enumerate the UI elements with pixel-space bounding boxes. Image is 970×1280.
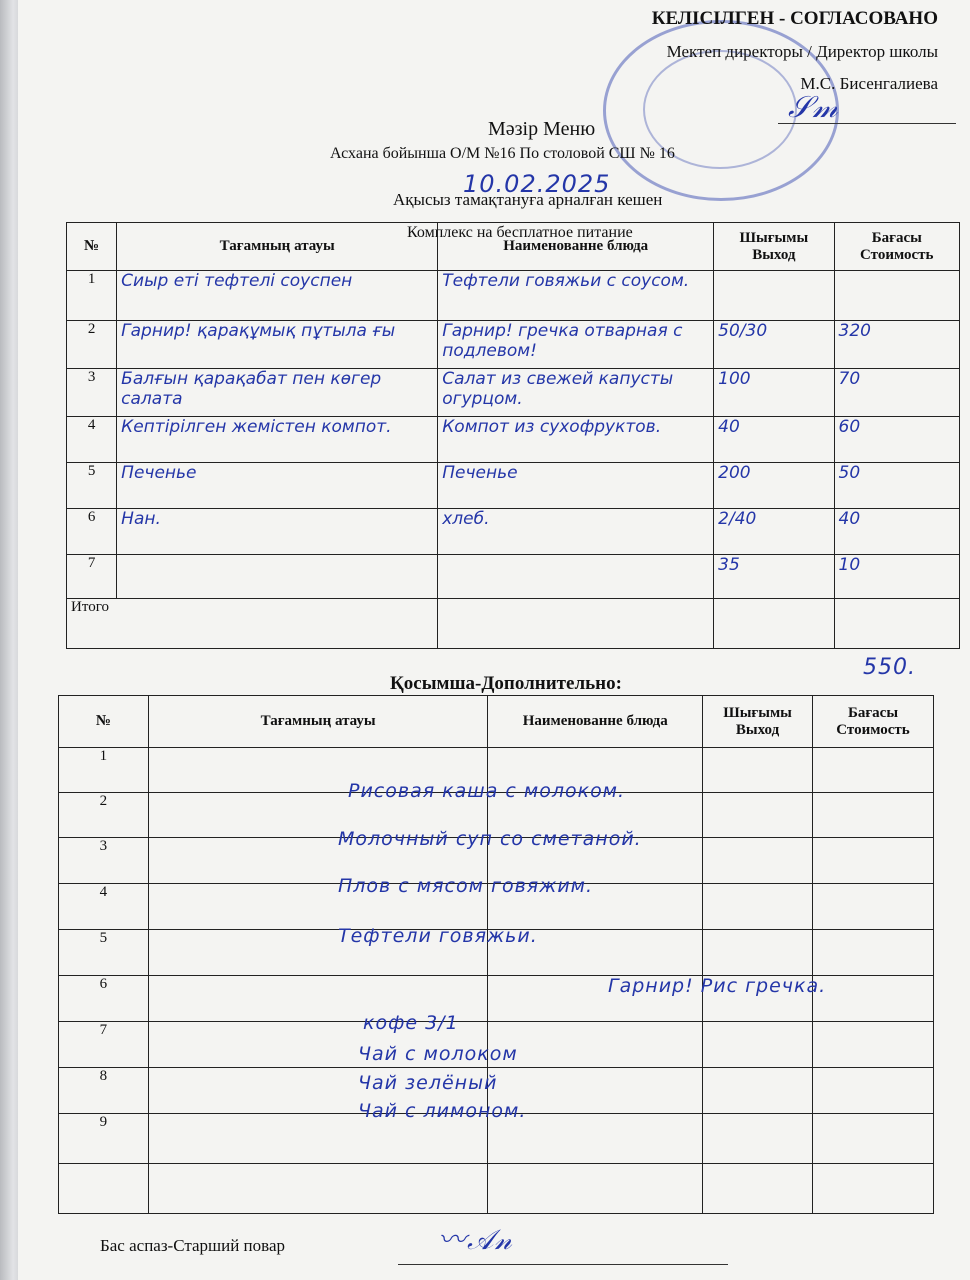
row-number: 3	[59, 838, 149, 884]
row-number: 2	[67, 321, 117, 369]
row-number: 9	[59, 1114, 149, 1164]
extra-item: Гарнир! Рис гречка.	[608, 975, 827, 997]
dish-price: 320	[834, 321, 959, 369]
table-header-row	[67, 223, 960, 271]
free-meal-title-ru: Комплекс на бесплатное питание	[407, 224, 633, 241]
total-empty	[438, 599, 714, 649]
extra-item: Чай зелёный	[358, 1072, 498, 1094]
row-number: 5	[59, 930, 149, 976]
dish-name-kk: Нан.	[117, 509, 438, 555]
total-value: 550.	[863, 655, 916, 680]
dish-output	[714, 271, 834, 321]
table-row	[67, 369, 960, 417]
dish-name-ru: Салат из свежей капусты огурцом.	[438, 369, 714, 417]
approval-name: М.С. Бисенгалиева	[800, 74, 938, 93]
dish-name-ru: Гарнир! гречка отварная с подлевом!	[438, 321, 714, 369]
header-number: №	[59, 696, 149, 748]
total-row	[67, 599, 960, 649]
free-meal-table	[66, 222, 960, 649]
dish-output: 40	[714, 417, 834, 463]
dish-output: 35	[714, 555, 834, 599]
row-number: 5	[67, 463, 117, 509]
menu-date: 10.02.2025	[463, 170, 611, 198]
dish-name-kk: Кептірілген жемістен компот.	[117, 417, 438, 463]
director-signature: 𝒮𝓂	[788, 90, 839, 125]
row-number: 6	[67, 509, 117, 555]
extras-table	[58, 695, 934, 1214]
header-output: Шығымы Выход	[714, 223, 834, 271]
dish-name-ru: Тефтели говяжьи с соусом.	[438, 271, 714, 321]
row-number: 6	[59, 976, 149, 1022]
header-output: Шығымы Выход	[703, 696, 813, 748]
header-name-ru: Наименованне блюда	[488, 696, 703, 748]
row-number: 8	[59, 1068, 149, 1114]
chef-signature: 〰𝒜𝓃	[438, 1223, 513, 1256]
dish-name-ru: Компот из сухофруктов.	[438, 417, 714, 463]
header-price: Бағасы Стоимость	[813, 696, 934, 748]
extras-title: Қосымша-Дополнительно:	[390, 673, 622, 694]
extra-item: Чай с лимоном.	[358, 1100, 527, 1122]
dish-name-ru	[438, 555, 714, 599]
dish-price: 70	[834, 369, 959, 417]
chef-signature-line	[398, 1264, 728, 1265]
table-row	[67, 417, 960, 463]
row-number: 4	[67, 417, 117, 463]
extras-header-row	[59, 696, 934, 748]
extra-item: Чай с молоком	[358, 1043, 518, 1065]
dish-output: 2/40	[714, 509, 834, 555]
dish-price	[834, 271, 959, 321]
chef-label: Бас аспаз-Старший повар	[100, 1236, 285, 1255]
dish-price: 10	[834, 555, 959, 599]
dish-price: 60	[834, 417, 959, 463]
row-number: 7	[59, 1022, 149, 1068]
dish-name-ru: Печенье	[438, 463, 714, 509]
row-number: 7	[67, 555, 117, 599]
row-number: 3	[67, 369, 117, 417]
dish-name-kk	[117, 555, 438, 599]
dish-output: 100	[714, 369, 834, 417]
dish-name-ru: хлеб.	[438, 509, 714, 555]
dish-price: 40	[834, 509, 959, 555]
header-price: Бағасы Стоимость	[834, 223, 959, 271]
dish-output: 200	[714, 463, 834, 509]
canteen-line: Асхана бойынша О/М №16 По столовой СШ № 16	[330, 145, 675, 162]
total-empty	[834, 599, 959, 649]
row-number: 1	[67, 271, 117, 321]
row-number: 2	[59, 793, 149, 838]
table-row	[67, 271, 960, 321]
total-empty	[714, 599, 834, 649]
table-row	[67, 463, 960, 509]
dish-name-kk: Балғын қарақабат пен көгер салата	[117, 369, 438, 417]
dish-name-kk: Гарнир! қарақұмық пұтыла ғы	[117, 321, 438, 369]
table-row	[67, 321, 960, 369]
table-row	[59, 1164, 934, 1214]
dish-output: 50/30	[714, 321, 834, 369]
extra-item: Рисовая каша с молоком.	[348, 780, 626, 802]
extra-item: Тефтели говяжьи.	[338, 925, 538, 947]
row-number: 1	[59, 748, 149, 793]
table-row	[67, 555, 960, 599]
header-name-kk: Тағамның атауы	[117, 223, 438, 271]
header-name-kk: Тағамның атауы	[148, 696, 487, 748]
extra-item: кофе 3/1	[363, 1012, 459, 1034]
approval-position: Мектеп директоры / Директор школы	[666, 42, 938, 61]
free-meal-title-kk: Ақысыз тамақтануға арналған кешен	[393, 190, 663, 209]
header-number: №	[67, 223, 117, 271]
row-number: 4	[59, 884, 149, 930]
extra-item: Молочный суп со сметаной.	[338, 828, 642, 850]
approval-title: КЕЛІСІЛГЕН - СОГЛАСОВАНО	[651, 8, 938, 29]
dish-price: 50	[834, 463, 959, 509]
total-label: Итого	[67, 599, 438, 649]
extra-item: Плов с мясом говяжим.	[338, 875, 594, 897]
header-name-ru: Наименованне блюда	[438, 223, 714, 271]
dish-name-kk: Печенье	[117, 463, 438, 509]
table-row	[67, 509, 960, 555]
menu-document	[18, 0, 970, 1280]
menu-title: Мәзір Меню	[488, 118, 596, 140]
dish-name-kk: Сиыр еті тефтелі соуспен	[117, 271, 438, 321]
